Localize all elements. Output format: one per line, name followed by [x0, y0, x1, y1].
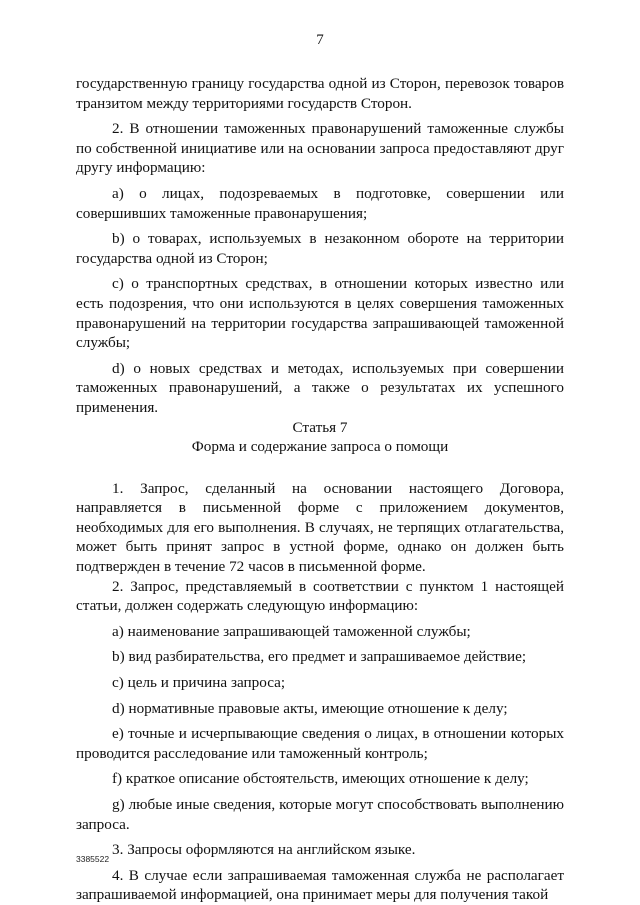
paragraph: 1. Запрос, сделанный на основании настоящего Договора, направляется в письменной форме с приложением документов, необходимых для его выполнения. В случаях, не терпящих отлагательства, может быть принят запрос в устной форме, однако он должен быть подтвержден в течение 72 часов в письменной форме.: [76, 479, 564, 576]
list-item: d) нормативные правовые акты, имеющие отношение к делу;: [112, 699, 508, 717]
paragraph: 3. Запросы оформляются на английском языке.: [112, 841, 416, 859]
paragraph: 4. В случае если запрашиваемая таможенная служба не располагает запрашиваемой информацией, она принимает меры для получения такой: [76, 866, 564, 904]
article-number: Статья 7: [292, 418, 348, 436]
document-body: [76, 74, 564, 905]
list-item: f) краткое описание обстоятельств, имеющих отношение к делу;: [112, 770, 529, 788]
list-item: a) наименование запрашивающей таможенной службы;: [112, 622, 471, 640]
list-item: b) о товарах, используемых в незаконном обороте на территории государства одной из Сторон;: [76, 230, 564, 267]
list-item: d) о новых средствах и методах, используемых при совершении таможенных правонарушений, а также о результатах их успешного применения.: [76, 359, 564, 416]
paragraph: 2. В отношении таможенных правонарушений таможенные службы по собственной инициативе или на основании запроса предоставляют друг другу информацию:: [76, 120, 564, 177]
article-title: Форма и содержание запроса о помощи: [191, 438, 449, 456]
list-item: g) любые иные сведения, которые могут способствовать выполнению запроса.: [76, 796, 564, 833]
document-id: 3385522: [76, 854, 110, 864]
paragraph: государственную границу государства одной из Сторон, перевозок товаров транзитом между территориями государств Сторон.: [76, 75, 564, 112]
paragraph: 2. Запрос, представляемый в соответствии с пунктом 1 настоящей статьи, должен содержать следующую информацию:: [76, 577, 564, 615]
list-item: e) точные и исчерпывающие сведения о лицах, в отношении которых проводится расследование или таможенный контроль;: [76, 725, 564, 762]
list-item: c) цель и причина запроса;: [112, 674, 286, 692]
list-item: a) о лицах, подозреваемых в подготовке, совершении или совершивших таможенные правонарушения;: [76, 184, 564, 222]
page-number: 7: [316, 32, 324, 48]
list-item: b) вид разбирательства, его предмет и запрашиваемое действие;: [112, 648, 527, 666]
list-item: c) о транспортных средствах, в отношении которых известно или есть подозрения, что они используются в целях совершения таможенных правонарушений на территории государства запрашивающей таможенной службы;: [76, 275, 564, 352]
